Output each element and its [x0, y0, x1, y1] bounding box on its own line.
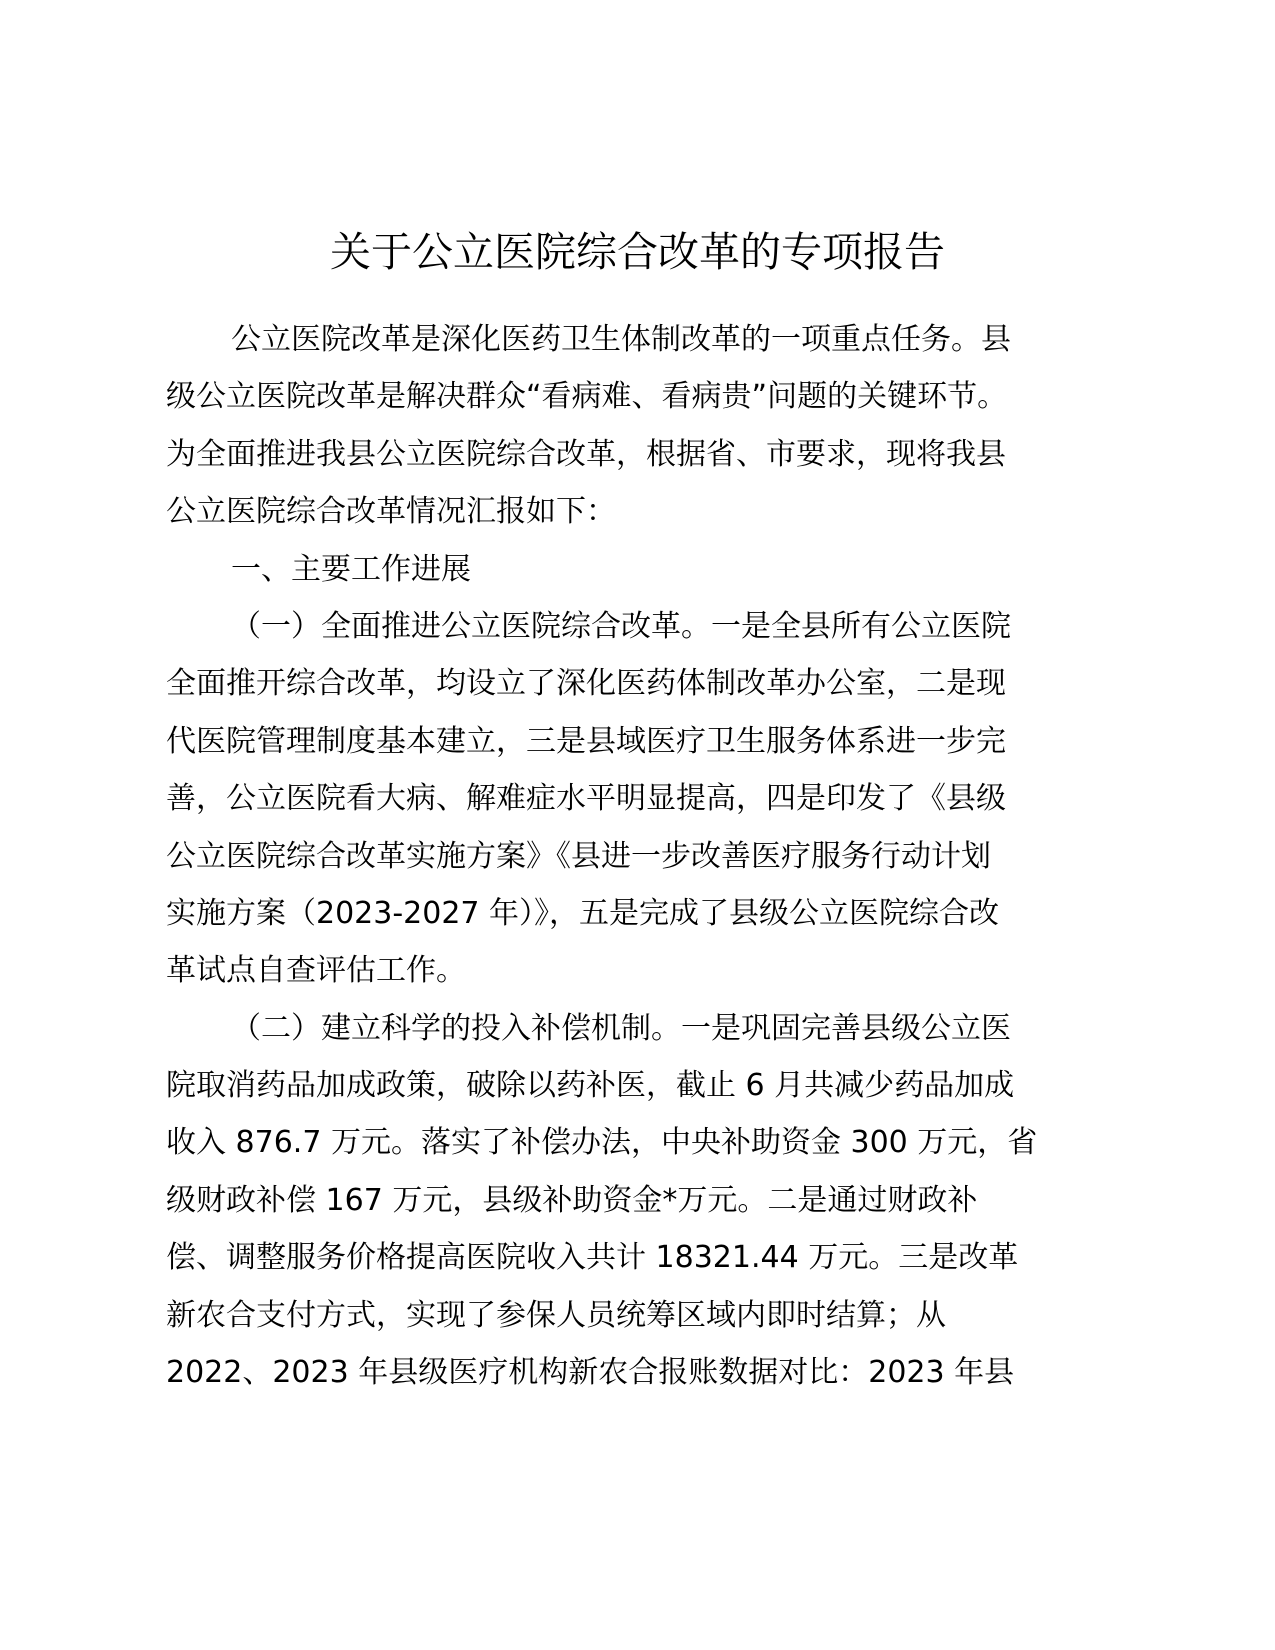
paragraph-line: 全面推开综合改革，均设立了深化医药体制改革办公室，二是现 [166, 666, 1006, 702]
paragraph-line: 革试点自查评估工作。 [166, 953, 466, 989]
document-body [166, 311, 1126, 1401]
paragraph-line: 偿、调整服务价格提高医院收入共计 18321.44 万元。三是改革 [166, 1240, 1019, 1276]
paragraph-line: 级公立医院改革是解决群众“看病难、看病贵”问题的关键环节。 [166, 379, 1008, 415]
paragraph-line: 新农合支付方式，实现了参保人员统筹区域内即时结算；从 [166, 1297, 946, 1333]
section-heading: 一、主要工作进展 [231, 551, 471, 587]
paragraph-line: （二）建立科学的投入补偿机制。一是巩固完善县级公立医 [231, 1010, 1011, 1046]
paragraph-line: 院取消药品加成政策，破除以药补医，截止 6 月共减少药品加成 [166, 1068, 1015, 1104]
paragraph-line: 公立医院改革是深化医药卫生体制改革的一项重点任务。县 [231, 322, 1011, 357]
paragraph-line: 公立医院综合改革实施方案》《县进一步改善医疗服务行动计划 [166, 838, 991, 874]
paragraph-line: 善，公立医院看大病、解难症水平明显提高，四是印发了《县级 [166, 781, 1006, 817]
paragraph-line: 公立医院综合改革情况汇报如下： [166, 494, 616, 530]
document-title: 关于公立医院综合改革的专项报告 [330, 228, 945, 276]
paragraph-line: 2022、2023 年县级医疗机构新农合报账数据对比：2023 年县 [166, 1355, 1015, 1391]
paragraph-line: 级财政补偿 167 万元，县级补助资金*万元。二是通过财政补 [166, 1182, 978, 1218]
paragraph-line: 为全面推进我县公立医院综合改革，根据省、市要求，现将我县 [166, 436, 1006, 472]
paragraph-line: 实施方案（2023-2027 年）》，五是完成了县级公立医院综合改 [166, 895, 1000, 931]
paragraph-line: （一）全面推进公立医院综合改革。一是全县所有公立医院 [231, 608, 1011, 644]
paragraph-line: 代医院管理制度基本建立，三是县域医疗卫生服务体系进一步完 [166, 723, 1006, 759]
paragraph-line: 收入 876.7 万元。落实了补偿办法，中央补助资金 300 万元，省 [166, 1125, 1038, 1161]
